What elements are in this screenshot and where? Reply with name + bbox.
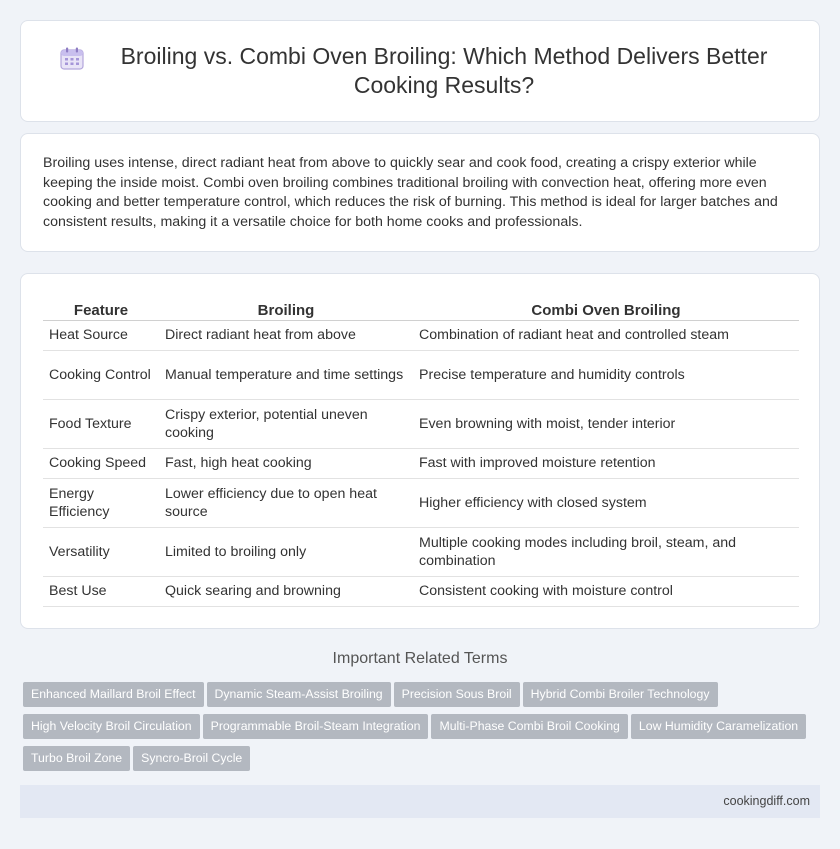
table-row <box>43 399 799 448</box>
header-combi: Combi Oven Broiling <box>413 294 799 320</box>
header-broiling: Broiling <box>159 294 413 320</box>
term-tag[interactable]: Programmable Broil-Steam Integration <box>203 714 429 739</box>
table-row <box>43 350 799 399</box>
feature-cell: Cooking Speed <box>43 448 159 478</box>
calendar-icon <box>60 47 86 71</box>
broiling-cell: Quick searing and browning <box>159 576 413 606</box>
table-row <box>43 448 799 478</box>
feature-cell: Best Use <box>43 576 159 606</box>
combi-cell: Even browning with moist, tender interior <box>413 399 799 448</box>
combi-cell: Multiple cooking modes including broil, steam, and combination <box>413 527 799 576</box>
table-row <box>43 527 799 576</box>
broiling-cell: Limited to broiling only <box>159 527 413 576</box>
term-tag[interactable]: High Velocity Broil Circulation <box>23 714 200 739</box>
table-row <box>43 576 799 606</box>
table-row <box>43 478 799 527</box>
term-tag[interactable]: Hybrid Combi Broiler Technology <box>523 682 718 707</box>
term-tag[interactable]: Dynamic Steam-Assist Broiling <box>207 682 391 707</box>
feature-cell: Heat Source <box>43 320 159 350</box>
combi-cell: Combination of radiant heat and controlled steam <box>413 320 799 350</box>
term-tag[interactable]: Multi-Phase Combi Broil Cooking <box>431 714 627 739</box>
combi-cell: Precise temperature and humidity controls <box>413 350 799 399</box>
term-tag[interactable]: Low Humidity Caramelization <box>631 714 806 739</box>
term-tag[interactable]: Precision Sous Broil <box>394 682 520 707</box>
broiling-cell: Direct radiant heat from above <box>159 320 413 350</box>
related-terms-list <box>23 682 823 778</box>
title-wrap <box>60 42 780 100</box>
combi-cell: Consistent cooking with moisture control <box>413 576 799 606</box>
feature-cell: Food Texture <box>43 399 159 448</box>
footer <box>20 785 820 818</box>
feature-cell: Energy Efficiency <box>43 478 159 527</box>
term-tag[interactable]: Turbo Broil Zone <box>23 746 130 771</box>
broiling-cell: Crispy exterior, potential uneven cooking <box>159 399 413 448</box>
comparison-table <box>43 294 799 607</box>
broiling-cell: Manual temperature and time settings <box>159 350 413 399</box>
comparison-card <box>20 273 820 629</box>
feature-cell: Cooking Control <box>43 350 159 399</box>
intro-paragraph: Broiling uses intense, direct radiant heat from above to quickly sear and cook food, creating a crispy exterior while keeping the inside moist. Combi oven broiling combines traditional broiling with convection heat, offering more even cooking and better temperature control, which reduces the risk of burning. This method is ideal for larger batches and consistent results, making it a versatile choice for both home cooks and professionals. <box>43 155 778 230</box>
combi-cell: Higher efficiency with closed system <box>413 478 799 527</box>
title-card <box>20 20 820 122</box>
broiling-cell: Fast, high heat cooking <box>159 448 413 478</box>
header-feature: Feature <box>43 294 159 320</box>
broiling-cell: Lower efficiency due to open heat source <box>159 478 413 527</box>
table-header-row <box>43 294 799 320</box>
related-terms-title: Important Related Terms <box>332 650 508 667</box>
combi-cell: Fast with improved moisture retention <box>413 448 799 478</box>
feature-cell: Versatility <box>43 527 159 576</box>
footer-site[interactable]: cookingdiff.com <box>723 794 810 808</box>
term-tag[interactable]: Syncro-Broil Cycle <box>133 746 250 771</box>
intro-card <box>20 133 820 252</box>
table-row <box>43 320 799 350</box>
page-title: Broiling vs. Combi Oven Broiling: Which Method Delivers Better Cooking Results? <box>120 43 768 98</box>
term-tag[interactable]: Enhanced Maillard Broil Effect <box>23 682 204 707</box>
